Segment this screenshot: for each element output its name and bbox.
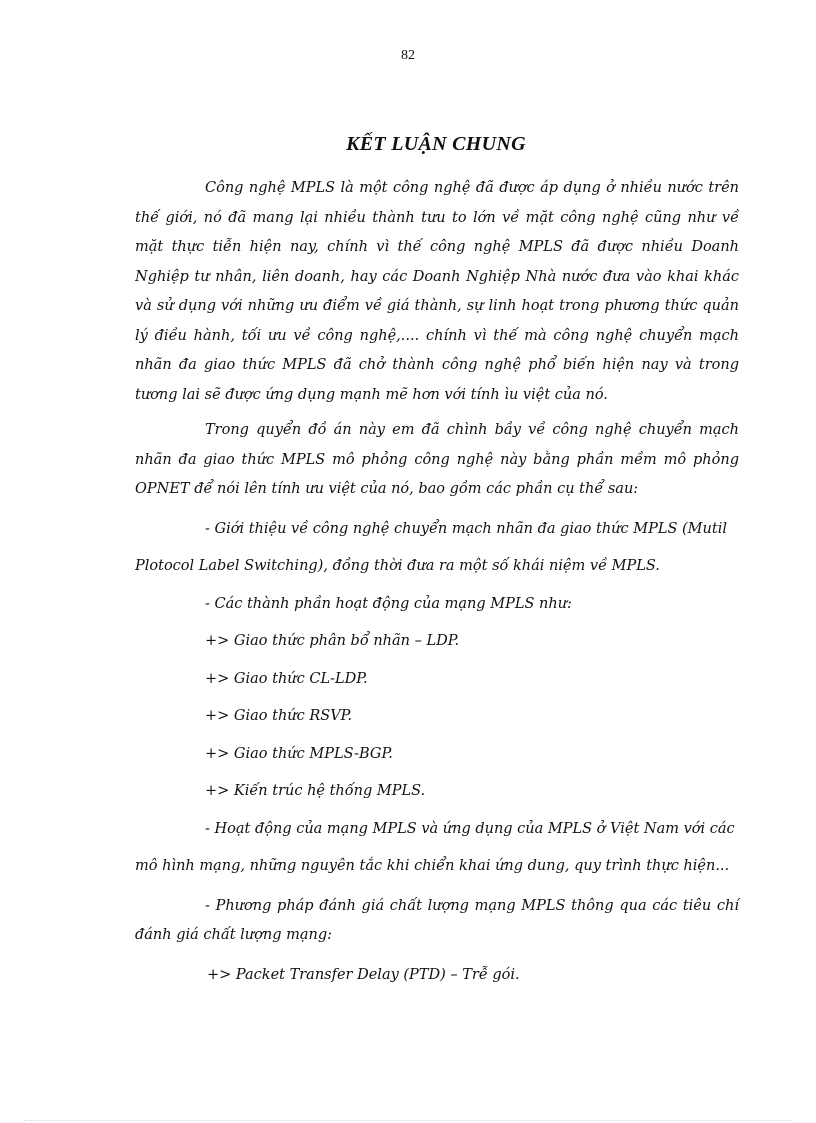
- list-item-components: - Các thành phần hoạt động của mạng MPLS như:: [205, 595, 572, 612]
- document-body: [135, 174, 739, 994]
- page-title: KẾT LUẬN CHUNG: [346, 133, 526, 155]
- sub-item-cr-ldp: +> Giao thức CL-LDP.: [205, 670, 368, 687]
- sub-item-rsvp: +> Giao thức RSVP.: [205, 708, 353, 724]
- list-item-operation-line-2: mô hình mạng, những nguyên tắc khi chiển khai ứng dung, quy trình thực hiện...: [135, 858, 730, 874]
- paragraph-overview: Trong quyển đồ án này em đã chình bầy về công nghệ chuyển mạch nhãn đa giao thức MPLS mô phỏng công nghệ này bằng phần mềm mô phỏng OPNET để nói lên tính ưu việt của nó, bao gồm các phần cụ thể sau:: [135, 422, 739, 497]
- sub-item-ldp: +> Giao thức phân bổ nhãn – LDP.: [205, 633, 460, 649]
- list-item-quality: - Phương pháp đánh giá chất lượng mạng MPLS thông qua các tiêu chí đánh giá chất lượng mạng:: [135, 897, 739, 943]
- list-item-introduction-line-2: Plotocol Label Switching), đồng thời đưa ra một số khái niệm về MPLS.: [135, 558, 660, 574]
- paragraph-intro: Công nghệ MPLS là một công nghệ đã được áp dụng ở nhiều nước trên thế giới, nó đã mang lại nhiều thành tưu to lớn về mặt công nghệ cũng như về mặt thực tiễn hiện nay, chính vì thế công nghệ MPLS đã được nhiều Doanh Nghiệp tư nhân, liên doanh, hay các Doanh Nghiệp Nhà nước đưa vào khai khác và sử dụng với những ưu điểm về giá thành, sự linh hoạt trong phương thức quản lý điều hành, tối ưu về công nghệ,.... chính vì thế mà công nghệ chuyển mạch nhãn đa giao thức MPLS đã chở thành công nghệ phổ biến hiện nay và trong tương lai sẽ được ứng dụng mạnh mẽ hơn với tính ìu việt của nó.: [135, 180, 739, 403]
- list-item-introduction-line-1: - Giới thiệu về công nghệ chuyển mạch nhãn đa giao thức MPLS (Mutil: [205, 520, 727, 537]
- sub-item-mpls-bgp: +> Giao thức MPLS-BGP.: [205, 745, 393, 762]
- list-item-operation-line-1: - Hoạt động của mạng MPLS và ứng dụng của MPLS ở Việt Nam với các: [205, 820, 735, 837]
- footer-divider: [24, 1120, 792, 1121]
- page-number: 82: [401, 48, 415, 63]
- sub-item-ptd: +> Packet Transfer Delay (PTD) – Trễ gói.: [207, 966, 520, 983]
- sub-item-architecture: +> Kiến trúc hệ thống MPLS.: [205, 783, 426, 799]
